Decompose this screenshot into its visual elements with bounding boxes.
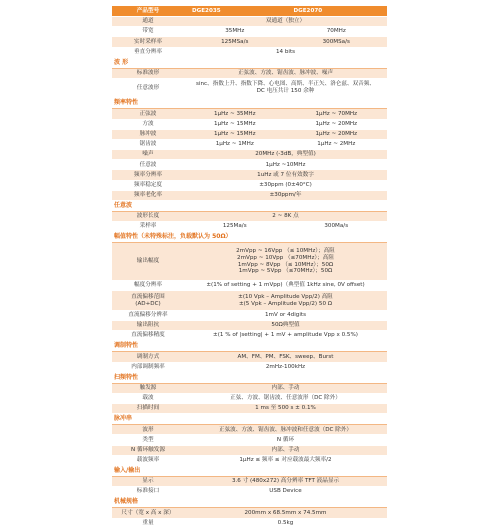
spec-value-cell: 14 bits (275, 48, 296, 55)
table-header-row (112, 6, 387, 17)
spec-value-cell: 125MSa/s (221, 38, 249, 45)
spec-label: 载波频率 (136, 457, 160, 464)
spec-row (112, 456, 387, 466)
spec-label: 输出幅度 (136, 258, 160, 265)
spec-value (184, 385, 387, 392)
spec-value (184, 457, 387, 464)
spec-label: 类型 (142, 436, 154, 443)
spec-value (184, 172, 387, 179)
spec-row (112, 435, 387, 445)
spec-value-cell: 内部、手动 (271, 384, 300, 391)
spec-value-cell: 1μHz ~ 15MHz (213, 120, 256, 127)
spec-row (112, 17, 387, 27)
section-title: 脉冲串 (112, 414, 387, 425)
spec-row (112, 181, 387, 191)
spec-label: 垂直分辨率 (134, 48, 162, 55)
spec-value-line: 1mVpp ~ 5Vpp （≤70MHz）；50Ω (238, 268, 333, 275)
spec-label: 标准波形 (136, 69, 160, 76)
spec-value (184, 312, 387, 319)
spec-label: 正弦波 (139, 110, 157, 117)
spec-value (184, 520, 387, 527)
spec-label: 调制方式 (136, 353, 160, 360)
spec-value-cell: 3.6 寸 (480x272) 高分辨率 TFT 液晶显示 (231, 478, 340, 485)
spec-value (184, 213, 387, 220)
spec-value-line: ±(10 Vpk – Amplitude Vpp/2) 高阻 (238, 293, 333, 300)
spec-label: 重量 (142, 519, 154, 526)
spec-row (112, 170, 387, 180)
spec-value-cell: 125Ma/s (222, 223, 247, 230)
spec-value-cell: 正弦、方波、锯齿波、任意波形（DC 除外） (230, 395, 341, 402)
spec-label: 载波 (142, 395, 154, 402)
spec-row (112, 508, 387, 518)
spec-value-cell: 1μHz ~10MHz (265, 161, 306, 168)
spec-value-cell: USB Device (269, 488, 302, 495)
spec-value (184, 354, 387, 361)
spec-label: N 循环触发源 (131, 446, 165, 453)
spec-row (112, 404, 387, 414)
spec-value (184, 39, 387, 46)
spec-value (184, 70, 387, 77)
spec-value-line: 2mVpp ~ 10Vpp （≤70MHz）；高阻 (237, 255, 334, 262)
spec-row (112, 191, 387, 201)
spec-label: 采样率 (139, 223, 157, 230)
spec-label: 通道 (142, 18, 154, 25)
spec-value-cell: ±(1 % of |setting| + 1 mV + amplitude Vpp x 0.5%) (213, 332, 358, 339)
spec-label: 锯齿波 (139, 141, 157, 148)
spec-value (184, 162, 387, 169)
spec-value (184, 437, 387, 444)
spec-value-cell: 正弦波、方波、锯齿波、脉冲波、噪声 (237, 69, 334, 76)
spec-value-cell: 正弦波、方波、锯齿波、脉冲波和任意波（DC 除外） (218, 426, 353, 433)
spec-label: 直流偏移范围 (AD+DC) (131, 293, 165, 307)
spec-row (112, 212, 387, 222)
spec-value-line: 1mVpp ~ 8Vpp （≤ 10MHz）；50Ω (237, 261, 334, 268)
spec-row (112, 281, 387, 291)
spec-row (112, 425, 387, 435)
spec-value (184, 294, 387, 307)
model-name: DGE2035 (192, 7, 221, 14)
spec-value (184, 478, 387, 485)
spec-label: 触发源 (139, 384, 157, 391)
spec-label: 标准接口 (136, 488, 160, 495)
spec-value (184, 28, 387, 35)
spec-value-cell: 1mV or 4digits (265, 312, 306, 318)
spec-value-cell: 1μHz ~ 1MHz (215, 141, 254, 148)
spec-value (184, 395, 387, 402)
spec-row (112, 291, 387, 310)
spec-row (112, 130, 387, 140)
spec-row (112, 446, 387, 456)
section-title: 频率特性 (112, 98, 387, 109)
spec-row (112, 222, 387, 232)
spec-value-cell: 1μHz ~ 2MHz (317, 141, 356, 148)
spec-label: 脉冲波 (139, 130, 157, 137)
section-title: 调制特性 (112, 341, 387, 352)
spec-value-cell: 20MHz (-3dB，典型值) (255, 151, 316, 158)
spec-value-line: sinc、指数上升、指数下降、心电图、高斯、半正矢、洛仑兹、双音频、 (196, 81, 375, 88)
spec-row (112, 69, 387, 79)
spec-value (184, 141, 387, 148)
spec-value-cell: AM、FM、PM、FSK、sweep、Burst (237, 353, 334, 360)
spec-label: 波形 (142, 426, 154, 433)
spec-value-cell: 1uHz 或 7 位有效数字 (257, 171, 314, 178)
section-title: 机械规格 (112, 497, 387, 508)
spec-value (184, 151, 387, 158)
spec-label: 尺寸（宽 x 高 x 深） (121, 509, 175, 516)
spec-row (112, 352, 387, 362)
spec-label: 直流偏移精度 (131, 332, 165, 339)
spec-row (112, 321, 387, 331)
spec-row (112, 477, 387, 487)
spec-value (184, 111, 387, 118)
spec-value (184, 49, 387, 56)
spec-value (184, 223, 387, 230)
spec-value-cell: N 循环 (276, 436, 295, 443)
spec-row (112, 109, 387, 119)
spec-row (112, 487, 387, 497)
spec-row (112, 27, 387, 37)
spec-row (112, 394, 387, 404)
spec-value-cell: 1μHz ~ 70MHz (315, 110, 358, 117)
spec-value (184, 447, 387, 454)
spec-value-cell: ±30ppm/年 (269, 192, 302, 199)
spec-value-cell: 1 ms 至 500 s ± 0.1% (255, 405, 316, 412)
spec-label: 直流偏移分辨率 (128, 312, 168, 318)
model-name: DGE2070 (293, 7, 323, 14)
spec-value-cell: 1μHz ~ 20MHz (315, 130, 358, 137)
spec-value-cell: 70MHz (326, 28, 346, 35)
spec-row (112, 384, 387, 394)
spec-label: 输出阻抗 (136, 322, 160, 329)
spec-value (184, 121, 387, 128)
spec-value (184, 248, 387, 275)
spec-label: 内部调制频率 (131, 363, 165, 370)
spec-row (112, 519, 387, 529)
spec-label: 实时采样率 (134, 38, 162, 45)
header-label: 产品型号 (136, 7, 160, 14)
spec-value (184, 405, 387, 412)
spec-label: 显示 (142, 478, 154, 485)
spec-row (112, 160, 387, 170)
spec-value-cell: 1μHz ~ 15MHz (213, 130, 256, 137)
spec-row (112, 140, 387, 150)
spec-value (184, 131, 387, 138)
spec-value-cell: 2 ~ 8K 点 (272, 213, 299, 220)
spec-row (112, 363, 387, 373)
spec-value-cell: 内部、手动 (271, 446, 300, 453)
spec-value-cell: 35MHz (225, 28, 245, 35)
spec-row (112, 311, 387, 321)
section-title: 波 形 (112, 58, 387, 69)
spec-value-cell: 双通道（独立） (265, 18, 306, 25)
spec-row (112, 150, 387, 160)
spec-label: 频率稳定度 (134, 181, 162, 188)
spec-value (184, 364, 387, 371)
spec-value-cell: ±(1% of setting + 1 mVpp)（典型值 1kHz sine, 0V offset) (206, 282, 365, 289)
spec-row (112, 48, 387, 58)
spec-value-cell: 300Ma/s (324, 223, 349, 230)
spec-value-cell: 300MSa/s (322, 38, 350, 45)
spec-value-cell: 1μHz ~ 20MHz (315, 120, 358, 127)
spec-value-cell: 2mHz-100kHz (265, 363, 306, 370)
spec-value (184, 510, 387, 517)
spec-value-cell: 50Ω典型值 (271, 322, 300, 329)
spec-value (184, 332, 387, 339)
spec-value-line: 2mVpp ~ 16Vpp （≤ 10MHz）；高阻 (236, 248, 335, 255)
spec-label: 任意波 (139, 161, 157, 168)
spec-label: 频率分辨率 (134, 171, 162, 178)
spec-value-cell: 1μHz ≤ 频率 ≤ 对应载波最大频率/2 (239, 457, 332, 464)
spec-value-line: DC 电压共计 150 余种 (256, 88, 315, 95)
spec-label: 幅度分辨率 (134, 282, 162, 289)
section-title: 扫频特性 (112, 373, 387, 384)
spec-row (112, 79, 387, 98)
spec-value (184, 18, 387, 25)
spec-value (184, 282, 387, 289)
spec-label: 频率老化率 (134, 192, 162, 199)
spec-label: 任意波形 (136, 84, 160, 91)
spec-value (184, 182, 387, 189)
spec-table (112, 6, 387, 529)
spec-row (112, 37, 387, 47)
spec-label: 噪声 (142, 151, 154, 158)
spec-row (112, 120, 387, 130)
section-title: 幅值特性（未特殊标注，负载默认为 50Ω） (112, 232, 387, 243)
spec-value (184, 322, 387, 329)
spec-value-cell: 1μHz ~ 35MHz (213, 110, 256, 117)
spec-value-cell: 200mm x 68.5mm x 74.5mm (244, 509, 327, 516)
spec-row (112, 331, 387, 341)
spec-value (184, 488, 387, 495)
spec-value-cell: ±30ppm (0±40°C) (259, 181, 312, 188)
spec-value (184, 427, 387, 434)
spec-value-cell: 0.5kg (277, 519, 294, 526)
spec-label: 带宽 (142, 28, 154, 35)
spec-value (184, 81, 387, 94)
spec-row (112, 243, 387, 281)
header-models (184, 8, 387, 15)
spec-value (184, 192, 387, 199)
section-title: 任意波 (112, 201, 387, 212)
section-title: 输入/输出 (112, 466, 387, 477)
spec-label: 方波 (142, 120, 154, 127)
spec-value-line: ±(5 Vpk – Amplitude Vpp/2) 50 Ω (238, 300, 333, 307)
spec-label: 波形长度 (136, 213, 160, 220)
spec-label: 扫描时间 (136, 405, 160, 412)
